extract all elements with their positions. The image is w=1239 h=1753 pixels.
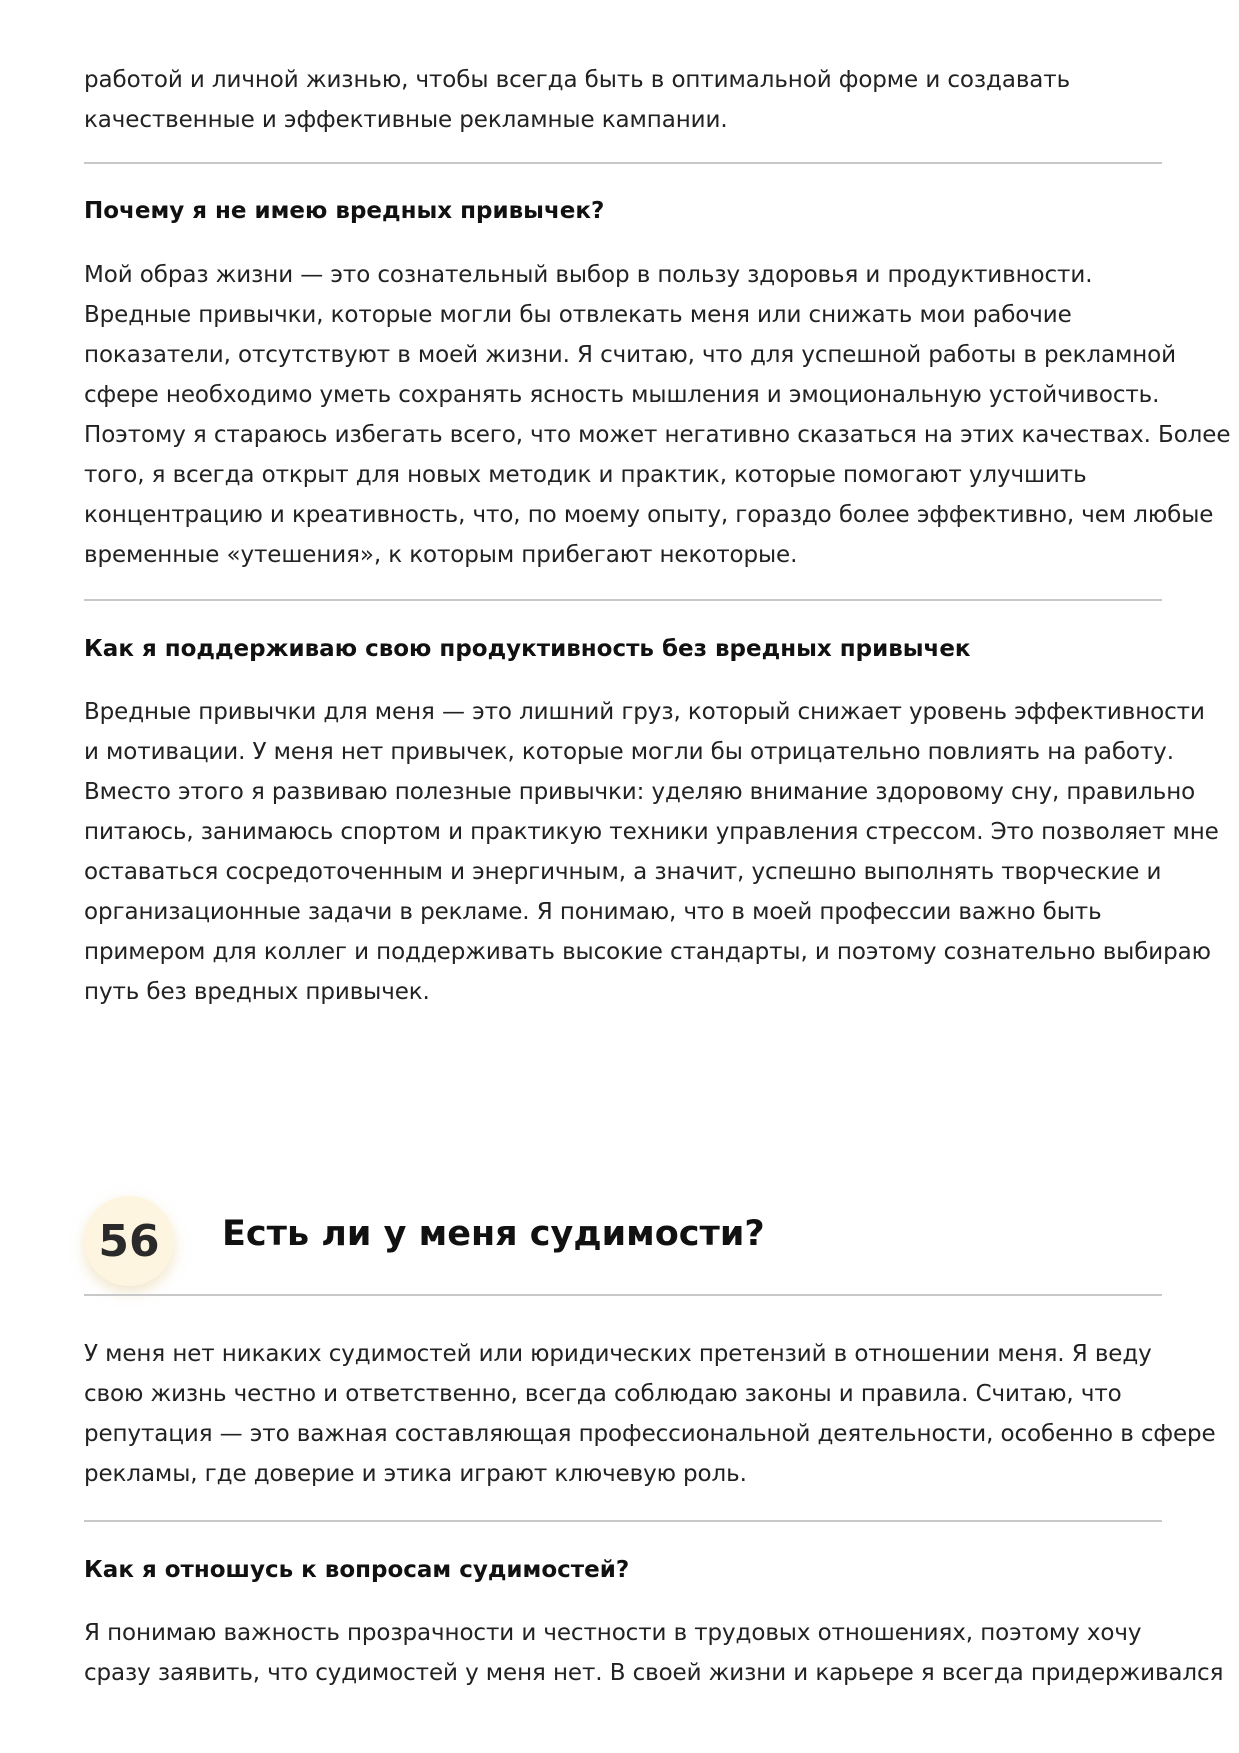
paragraph-line: примером для коллег и поддерживать высокие стандарты, и поэтому сознательно выбираю bbox=[84, 939, 1211, 965]
paragraph-line: рекламы, где доверие и этика играют ключевую роль. bbox=[84, 1461, 747, 1487]
paragraph-line: временные «утешения», к которым прибегают некоторые. bbox=[84, 542, 798, 568]
paragraph-no-bad-habits bbox=[84, 255, 1230, 575]
subheading-convictions-attitude: Как я отношусь к вопросам судимостей? bbox=[84, 1557, 630, 1583]
paragraph-line: свою жизнь честно и ответственно, всегда соблюдаю законы и правила. Считаю, что bbox=[84, 1381, 1122, 1407]
paragraph-convictions-attitude bbox=[84, 1613, 1223, 1693]
section-divider bbox=[84, 162, 1162, 164]
paragraph-line: работой и личной жизнью, чтобы всегда быть в оптимальной форме и создавать bbox=[84, 67, 1071, 93]
section-title: Есть ли у меня судимости? bbox=[222, 1214, 765, 1254]
section-divider bbox=[84, 1294, 1162, 1296]
paragraph-productivity bbox=[84, 692, 1219, 1012]
paragraph-line: У меня нет никаких судимостей или юридических претензий в отношении меня. Я веду bbox=[84, 1341, 1152, 1367]
paragraph-no-convictions bbox=[84, 1334, 1216, 1494]
paragraph-line: Вместо этого я развиваю полезные привычки: уделяю внимание здоровому сну, правильно bbox=[84, 779, 1196, 805]
paragraph-line: Я понимаю важность прозрачности и честности в трудовых отношениях, поэтому хочу bbox=[84, 1620, 1142, 1646]
subheading-productivity: Как я поддерживаю свою продуктивность без вредных привычек bbox=[84, 636, 971, 662]
paragraph-line: организационные задачи в рекламе. Я понимаю, что в моей профессии важно быть bbox=[84, 899, 1102, 925]
paragraph-line: качественные и эффективные рекламные кампании. bbox=[84, 107, 728, 133]
paragraph-line: Вредные привычки для меня — это лишний груз, который снижает уровень эффективности bbox=[84, 699, 1205, 725]
paragraph-line: показатели, отсутствуют в моей жизни. Я считаю, что для успешной работы в рекламной bbox=[84, 342, 1177, 368]
section-divider bbox=[84, 1520, 1162, 1522]
paragraph-line: Поэтому я стараюсь избегать всего, что может негативно сказаться на этих качествах. Более bbox=[84, 422, 1231, 448]
intro-paragraph bbox=[84, 60, 1070, 140]
paragraph-line: Мой образ жизни — это сознательный выбор в пользу здоровья и продуктивности. bbox=[84, 262, 1093, 288]
paragraph-line: концентрацию и креативность, что, по моему опыту, гораздо более эффективно, чем любые bbox=[84, 502, 1214, 528]
paragraph-line: оставаться сосредоточенным и энергичным, а значит, успешно выполнять творческие и bbox=[84, 859, 1162, 885]
paragraph-line: репутация — это важная составляющая профессиональной деятельности, особенно в сфере bbox=[84, 1421, 1216, 1447]
paragraph-line: сразу заявить, что судимостей у меня нет. В своей жизни и карьере я всегда придерживался bbox=[84, 1660, 1224, 1686]
section-number-badge: 56 bbox=[84, 1196, 174, 1286]
section-divider bbox=[84, 599, 1162, 601]
paragraph-line: сфере необходимо уметь сохранять ясность мышления и эмоциональную устойчивость. bbox=[84, 382, 1160, 408]
paragraph-line: путь без вредных привычек. bbox=[84, 979, 430, 1005]
subheading-no-bad-habits: Почему я не имею вредных привычек? bbox=[84, 198, 605, 224]
paragraph-line: того, я всегда открыт для новых методик и практик, которые помогают улучшить bbox=[84, 462, 1087, 488]
paragraph-line: и мотивации. У меня нет привычек, которые могли бы отрицательно повлиять на работу. bbox=[84, 739, 1174, 765]
paragraph-line: питаюсь, занимаюсь спортом и практикую техники управления стрессом. Это позволяет мне bbox=[84, 819, 1219, 845]
section-56-header bbox=[84, 1196, 1162, 1306]
paragraph-line: Вредные привычки, которые могли бы отвлекать меня или снижать мои рабочие bbox=[84, 302, 1072, 328]
